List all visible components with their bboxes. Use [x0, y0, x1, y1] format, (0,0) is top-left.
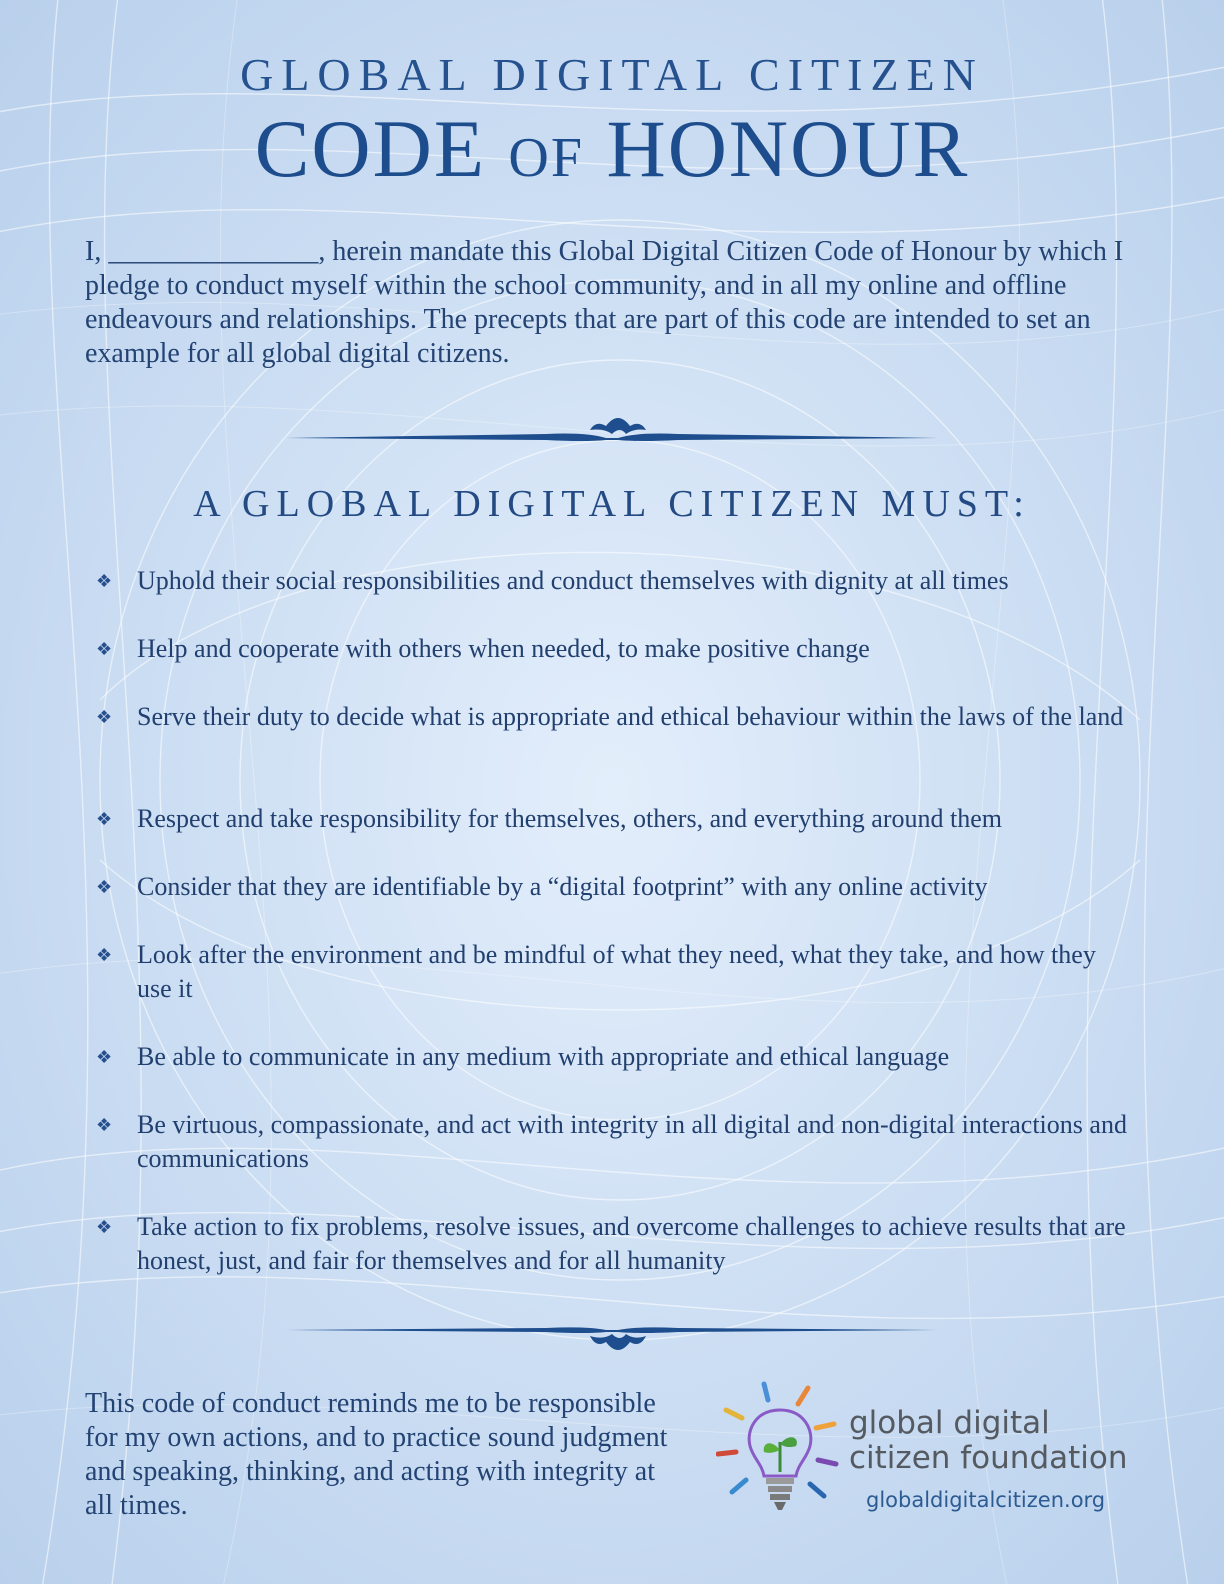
list-item-text: Serve their duty to decide what is appropriate and ethical behaviour within the laws of the land [137, 702, 1124, 731]
list-item-text: Take action to fix problems, resolve issues, and overcome challenges to achieve results that are honest, just, and fair for themselves and for all humanity [137, 1212, 1126, 1275]
title-word-code: CODE [254, 103, 486, 194]
title-word-honour: HONOUR [606, 103, 970, 194]
lightbulb-sprout-icon [716, 1380, 844, 1520]
foundation-name-line1: global digital [849, 1405, 1050, 1441]
document-subtitle: GLOBAL DIGITAL CITIZEN [240, 49, 984, 100]
diamond-bullet-icon: ❖ [96, 945, 113, 965]
list-item [96, 700, 1136, 734]
diamond-bullet-icon: ❖ [96, 1115, 113, 1135]
section-heading: A GLOBAL DIGITAL CITIZEN MUST: [193, 483, 1031, 525]
list-item-text: Be able to communicate in any medium with appropriate and ethical language [137, 1042, 950, 1071]
diamond-bullet-icon: ❖ [96, 809, 113, 829]
list-item-text: Be virtuous, compassionate, and act with integrity in all digital and non-digital interactions and communications [137, 1110, 1127, 1173]
list-item-text: Uphold their social responsibilities and conduct themselves with dignity at all times [137, 566, 1009, 595]
list-item [96, 1108, 1136, 1176]
list-item [96, 632, 1136, 666]
list-item [96, 938, 1136, 1006]
list-item [96, 1040, 1136, 1074]
document-header [0, 49, 1224, 194]
foundation-name-line2: citizen foundation [849, 1440, 1128, 1476]
list-item [96, 802, 1136, 836]
intro-paragraph: I, _______________, herein mandate this Global Digital Citizen Code of Honour by which I pledge to conduct myself within the school community, and in all my online and offline endeavours and relationships. The precepts that are part of this code are intended to set an example for all global digital citizens. [85, 236, 1124, 369]
diamond-bullet-icon: ❖ [96, 1217, 113, 1237]
diamond-bullet-icon: ❖ [96, 707, 113, 727]
diamond-bullet-icon: ❖ [96, 877, 113, 897]
diamond-bullet-icon: ❖ [96, 571, 113, 591]
title-word-of: OF [508, 127, 584, 189]
list-item-text: Help and cooperate with others when needed, to make positive change [137, 634, 870, 663]
list-item-text: Look after the environment and be mindful of what they need, what they take, and how they use it [137, 940, 1096, 1003]
foundation-name [849, 1406, 1128, 1476]
diamond-bullet-icon: ❖ [96, 1047, 113, 1067]
list-item [96, 564, 1136, 598]
closing-paragraph: This code of conduct reminds me to be responsible for my own actions, and to practice sound judgment and speaking, thinking, and acting with integrity at all times. [85, 1388, 668, 1521]
list-item [96, 870, 1136, 904]
document-title [0, 103, 1224, 194]
list-item-text: Consider that they are identifiable by a “digital footprint” with any online activity [137, 872, 988, 901]
foundation-url: globaldigitalcitizen.org [866, 1488, 1106, 1512]
list-item [96, 1210, 1136, 1278]
ornamental-divider-bottom [286, 1316, 938, 1352]
diamond-bullet-icon: ❖ [96, 639, 113, 659]
ornamental-divider-top [286, 416, 938, 452]
foundation-logo [716, 1380, 1146, 1530]
list-item-text: Respect and take responsibility for themselves, others, and everything around them [137, 804, 1002, 833]
